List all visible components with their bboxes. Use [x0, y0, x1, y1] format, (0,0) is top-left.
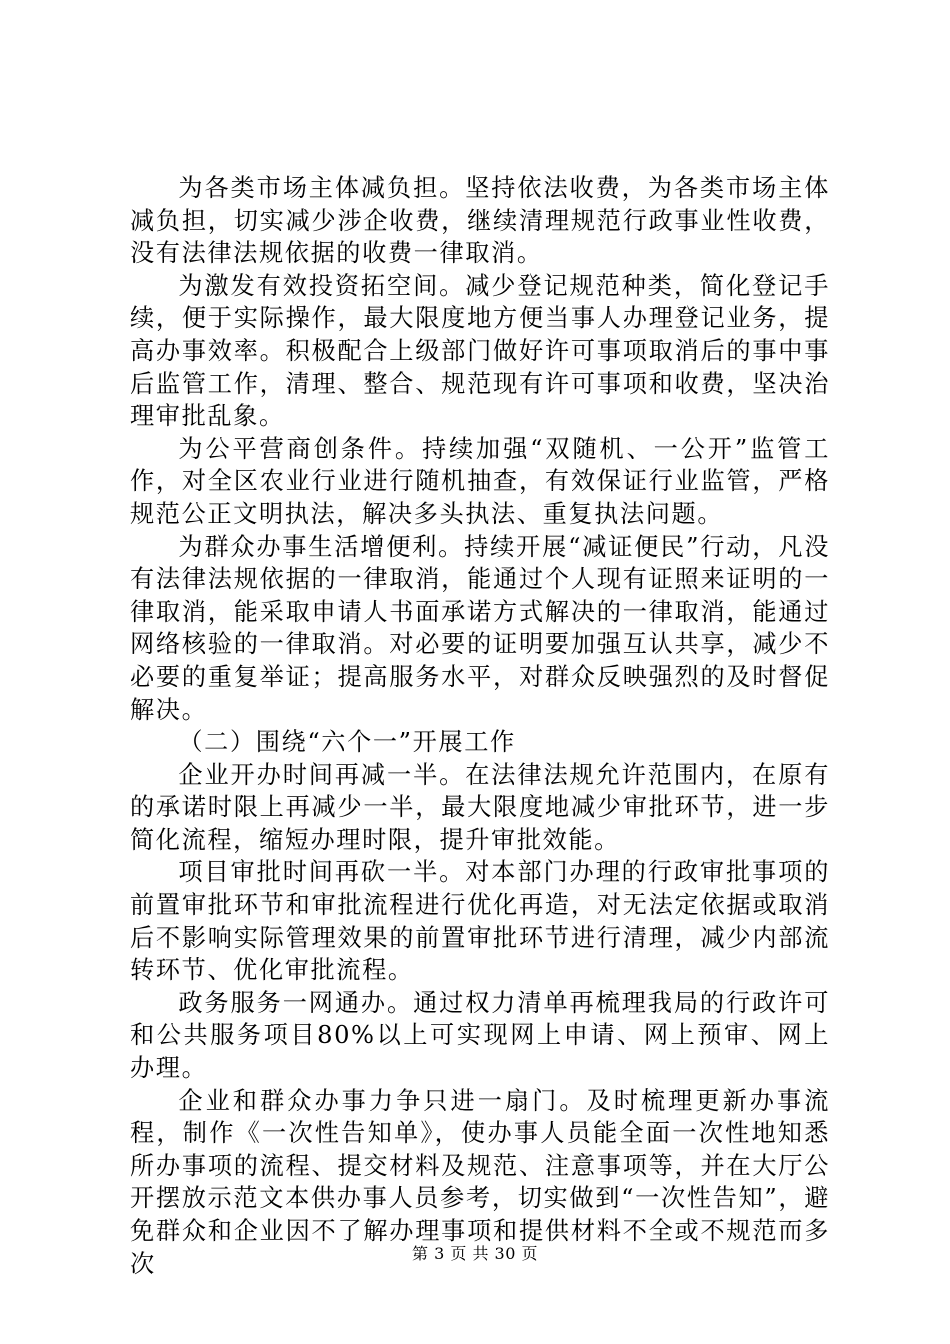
- document-body: [130, 172, 830, 1280]
- paragraph-business-opening: 企业开办时间再减一半。在法律法规允许范围内，在原有的承诺时限上再减少一半，最大限度地减少审批环节，进一步简化流程，缩短办理时限，提升审批效能。: [130, 760, 830, 854]
- paragraph-one-door: 企业和群众办事力争只进一扇门。及时梳理更新办事流程，制作《一次性告知单》，使办事人员能全面一次性地知悉所办事项的流程、提交材料及规范、注意事项等，并在大厅公开摆放示范文本供办事人员参考，切实做到“一次性告知”，避免群众和企业因不了解办理事项和提供材料不全或不规范而多次: [130, 1086, 830, 1278]
- paragraph-investment-space: 为激发有效投资拓空间。减少登记规范种类，简化登记手续，便于实际操作，最大限度地方便当事人办理登记业务，提高办事效率。积极配合上级部门做好许可事项取消后的事中事后监管工作，清理、整合、规范现有许可事项和收费，坚决治理审批乱象。: [130, 271, 830, 431]
- paragraph-online-service: 政务服务一网通办。通过权力清单再梳理我局的行政许可和公共服务项目80%以上可实现网上申请、网上预审、网上办理。: [130, 988, 830, 1083]
- paragraph-project-approval: 项目审批时间再砍一半。对本部门办理的行政审批事项的前置审批环节和审批流程进行优化再造，对无法定依据或取消后不影响实际管理效果的前置审批环节进行清理，减少内部流转环节、优化审批流程。: [130, 858, 830, 985]
- page-number-footer: 第 3 页 共 30 页: [412, 1244, 538, 1263]
- paragraph-reduce-burden: 为各类市场主体减负担。坚持依法收费，为各类市场主体减负担，切实减少涉企收费，继续清理规范行政事业性收费，没有法律法规依据的收费一律取消。: [130, 174, 830, 268]
- paragraph-public-convenience: 为群众办事生活增便利。持续开展“减证便民”行动，凡没有法律法规依据的一律取消，能通过个人现有证照来证明的一律取消，能采取申请人书面承诺方式解决的一律取消，能通过网络核验的一律取消。对必要的证明要加强互认共享，减少不必要的重复举证；提高服务水平，对群众反映强烈的及时督促解决。: [130, 532, 830, 724]
- section-heading-six-ones: （二）围绕“六个一”开展工作: [178, 728, 516, 757]
- paragraph-fair-business: 为公平营商创条件。持续加强“双随机、一公开”监管工作，对全区农业行业进行随机抽查，有效保证行业监管，严格规范公正文明执法，解决多头执法、重复执法问题。: [130, 434, 830, 528]
